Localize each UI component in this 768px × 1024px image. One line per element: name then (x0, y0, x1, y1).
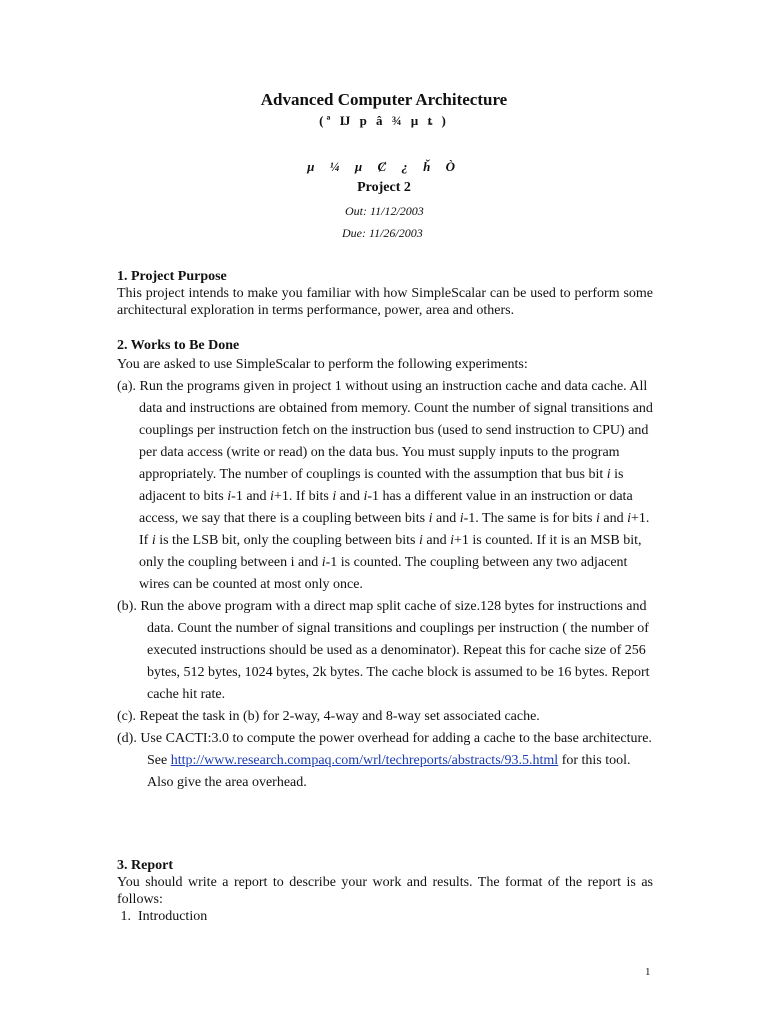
section-works-heading (117, 337, 653, 354)
author-line: µ ¼ µ Ȼ ¿ ȟ Ò (306, 159, 462, 174)
section-body: This project intends to make you familiar with how SimpleScalar can be used to perform some architectural exploration in terms performance, power, area and others. (117, 286, 653, 318)
section-heading: 2. Works to Be Done (117, 338, 240, 353)
page-number: 1 (645, 966, 651, 978)
section-body: You should write a report to describe your work and results. The format of the report is as follows: (117, 875, 653, 907)
doc-subtitle: (ª Ĳ p â ¾ µ ȶ ) (319, 113, 449, 128)
cacti-link[interactable]: http://www.research.compaq.com/wrl/techreports/abstracts/93.5.html (170, 753, 559, 768)
project-label: Project 2 (357, 180, 411, 195)
doc-title: Advanced Computer Architecture (260, 90, 508, 109)
section-works-body (117, 354, 653, 794)
section-heading: 3. Report (117, 858, 173, 873)
section-project-purpose (117, 268, 653, 319)
task-d: (d). Use CACTI:3.0 to compute the power overhead for adding a cache to the base architecture. See http://www.research.compaq.com/wrl/techreports/abstracts/93.5.html for this tool. Also give the area overhead. (117, 731, 652, 790)
task-c: (c). Repeat the task in (b) for 2-way, 4-way and 8-way set associated cache. (117, 709, 540, 724)
report-item-1: 1. Introduction (117, 909, 208, 924)
due-date: Due: 11/26/2003 (342, 226, 423, 240)
out-date: Out: 11/12/2003 (345, 204, 424, 218)
task-b: (b). Run the above program with a direct map split cache of size.128 bytes for instructions and data. Count the number of signal transitions and couplings per instruction ( the number of executed instructions should be used as a denominator). Repeat this for cache size of 256 bytes, 512 bytes, 1024 bytes, 2k bytes. The cache block is assumed to be 16 bytes. Report cache hit rate. (117, 599, 650, 702)
task-a: (a). Run the programs given in project 1 without using an instruction cache and data cache. All data and instructions are obtained from memory. Count the number of signal transitions and couplings per instruction fetch on the instruction bus (used to send instruction to CPU) and per data access (write or read) on the data bus. You must supply inputs to the program appropriately. The number of couplings is counted with the assumption that bus bit i is adjacent to bits i-1 and i+1. If bits i and i-1 has a different value in an instruction or data access, we say that there is a coupling between bits i and i-1. The same is for bits i and i+1. If i is the LSB bit, only the coupling between bits i and i+1 is counted. If it is an MSB bit, only the coupling between i and i-1 is counted. The coupling between any two adjacent wires can be counted at most only once. (117, 379, 653, 592)
section-heading: 1. Project Purpose (117, 269, 227, 284)
works-intro: You are asked to use SimpleScalar to perform the following experiments: (117, 357, 528, 372)
section-report (117, 857, 653, 925)
